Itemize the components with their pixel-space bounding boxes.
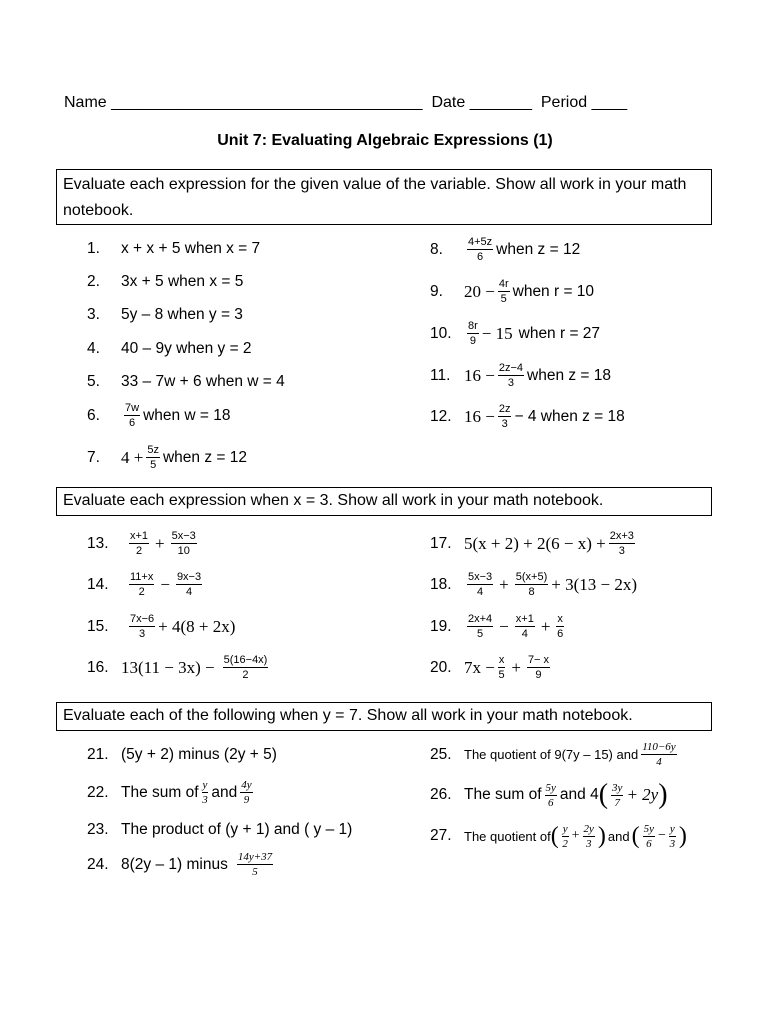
problem-21: 21. (5y + 2) minus (2y + 5) — [87, 746, 277, 763]
problem-16: 16. 13(11 − 3x) − $\frac{5(16-4x)}{2}$ — [87, 654, 268, 681]
problem-9: 9. 20 − $\frac{4r}{5}$ when r = 10 — [430, 278, 595, 305]
problem-8: 8. $\frac{4+5z}{6}$ when z = 12 — [430, 236, 581, 263]
section2-instructions: Evaluate each expression when x = 3. Show all work in your math notebook. — [63, 492, 604, 509]
right-paren-glyph: ) — [597, 823, 606, 849]
problem-26: 26. The sum of $\frac{5y}{6}$ and 4 ( $\frac{3y}{7}$ + 2y ) — [430, 779, 668, 810]
problem-15: 15. $\frac{7x-6}{3}$ + 4(8 + 2x) — [87, 613, 236, 640]
problem-20: 20. 7x − $\frac{x}{5}$ + $\frac{7- x}{9}$ — [430, 654, 550, 681]
problem-10: 10. $\frac{8r}{9}$ − 15 when r = 27 — [430, 320, 601, 347]
left-paren-glyph: ( — [631, 823, 640, 849]
section1-instructions: Evaluate each expression for the given value of the variable. Show all work in your math notebook. — [63, 176, 687, 219]
problem-12: 12. 16 − $\frac{2z}{3}$ − 4 when z = 18 — [430, 403, 625, 430]
section2-instructions-box — [56, 487, 712, 516]
problem-6: 6. $\frac{7w}{6}$ when w = 18 — [87, 402, 231, 429]
problem-23: 23. The product of (y + 1) and ( y – 1) — [87, 821, 353, 838]
left-paren-glyph: ( — [550, 823, 559, 849]
problem-11: 11. 16 − $\frac{2z-4}{3}$ when z = 18 — [430, 362, 612, 389]
right-paren-glyph: ) — [678, 823, 687, 849]
problem-18: 18. $\frac{5x-3}{4}$ + $\frac{5(x+5)}{8}$ + 3(13 − 2x) — [430, 571, 638, 598]
problem-1: 1. x + x + 5 when x = 7 — [87, 240, 261, 257]
problem-19: 19. $\frac{2x+4}{5}$ − $\frac{x+1}{4}$ + $\frac{x}{6}$ — [430, 613, 564, 640]
problem-17: 17. 5(x + 2) + 2(6 − x) + $\frac{2x+3}{3}$ — [430, 530, 634, 557]
problem-14: 14. $\frac{11+x}{2}$ − $\frac{9x-3}{4}$ — [87, 571, 202, 598]
left-paren-glyph: ( — [598, 779, 609, 810]
section3-instructions-box — [56, 702, 712, 731]
problem-5: 5. 33 – 7w + 6 when w = 4 — [87, 373, 285, 390]
problem-22: 22. The sum of $\frac{y}{3}$ and $\frac{4y}{9}$ — [87, 779, 252, 806]
problem-7: 7. 4 + $\frac{5z}{5}$ when z = 12 — [87, 444, 247, 471]
section3-instructions: Evaluate each of the following when y = 7. Show all work in your math notebook. — [63, 707, 633, 724]
name-date-period-line: Name ___________________________________ Date _______ Period ____ — [64, 94, 628, 111]
right-paren-glyph: ) — [658, 779, 668, 810]
problem-13: 13. $\frac{x+1}{2}$ + $\frac{5x-3}{10}$ — [87, 530, 196, 557]
section1-instructions-box — [56, 169, 712, 225]
problem-25: 25. The quotient of 9(7y – 15) and $\frac{110-6y}{4}$ — [430, 741, 676, 768]
problem-24: 24. 8(2y – 1) minus $\frac{14y+37}{5}$ — [87, 851, 273, 878]
problem-4: 4. 40 – 9y when y = 2 — [87, 340, 252, 357]
problem-3: 3. 5y – 8 when y = 3 — [87, 306, 243, 323]
worksheet-title: Unit 7: Evaluating Algebraic Expressions (1) — [217, 132, 553, 149]
problem-27: 27. The quotient of ( $\frac{y}{2}$ + $\frac{2y}{3}$ ) and ( $\frac{5y}{6}$ − $\frac{y}{3}$ ) — [430, 822, 687, 850]
problem-2: 2. 3x + 5 when x = 5 — [87, 273, 244, 290]
